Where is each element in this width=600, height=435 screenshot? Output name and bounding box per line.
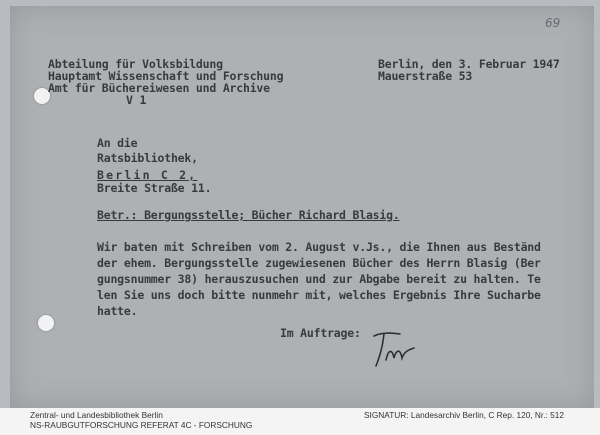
sender-line-2: Hauptamt Wissenschaft und Forschung bbox=[48, 69, 284, 83]
body-line: gungsnummer 38) herauszusuchen und zur Abgabe bereit zu halten. Te bbox=[97, 272, 541, 286]
body-line: Wir baten mit Schreiben vom 2. August v.Js., die Ihnen aus Beständ bbox=[97, 240, 541, 254]
footer-department: NS-RAUBGUTFORSCHUNG REFERAT 4C - FORSCHUNG bbox=[30, 420, 253, 430]
recipient-line-2: Ratsbibliothek, bbox=[97, 151, 198, 165]
sender-line-3: Amt für Büchereiwesen und Archive bbox=[48, 81, 270, 95]
date-line: Berlin, den 3. Februar 1947 bbox=[378, 57, 560, 71]
closing-phrase: Im Auftrage: bbox=[280, 326, 361, 340]
body-line: der ehem. Bergungsstelle zugewiesenen Bücher des Herrn Blasig (Ber bbox=[97, 256, 541, 270]
sender-line-4: V 1 bbox=[126, 93, 147, 107]
body-line: hatte. bbox=[97, 304, 138, 318]
footer-institution: Zentral- und Landesbibliothek Berlin bbox=[30, 410, 163, 420]
address-street: Mauerstraße 53 bbox=[378, 69, 473, 83]
subject-line: Betr.: Bergungsstelle; Bücher Richard Blasig. bbox=[97, 208, 400, 222]
body-line: len Sie uns doch bitte nunmehr mit, welches Ergebnis Ihre Sucharbe bbox=[97, 288, 541, 302]
recipient-line-4: Breite Straße 11. bbox=[97, 181, 212, 195]
archive-footer bbox=[0, 408, 600, 435]
footer-signature: SIGNATUR: Landesarchiv Berlin, C Rep. 120, Nr.: 512 bbox=[364, 410, 564, 420]
page-number: 69 bbox=[545, 16, 561, 30]
recipient-line-1: An die bbox=[97, 136, 138, 150]
recipient-line-3: Berlin C 2, bbox=[97, 168, 198, 182]
punch-hole-bottom bbox=[38, 315, 54, 331]
sender-line-1: Abteilung für Volksbildung bbox=[48, 57, 223, 71]
handwritten-signature bbox=[368, 328, 418, 370]
